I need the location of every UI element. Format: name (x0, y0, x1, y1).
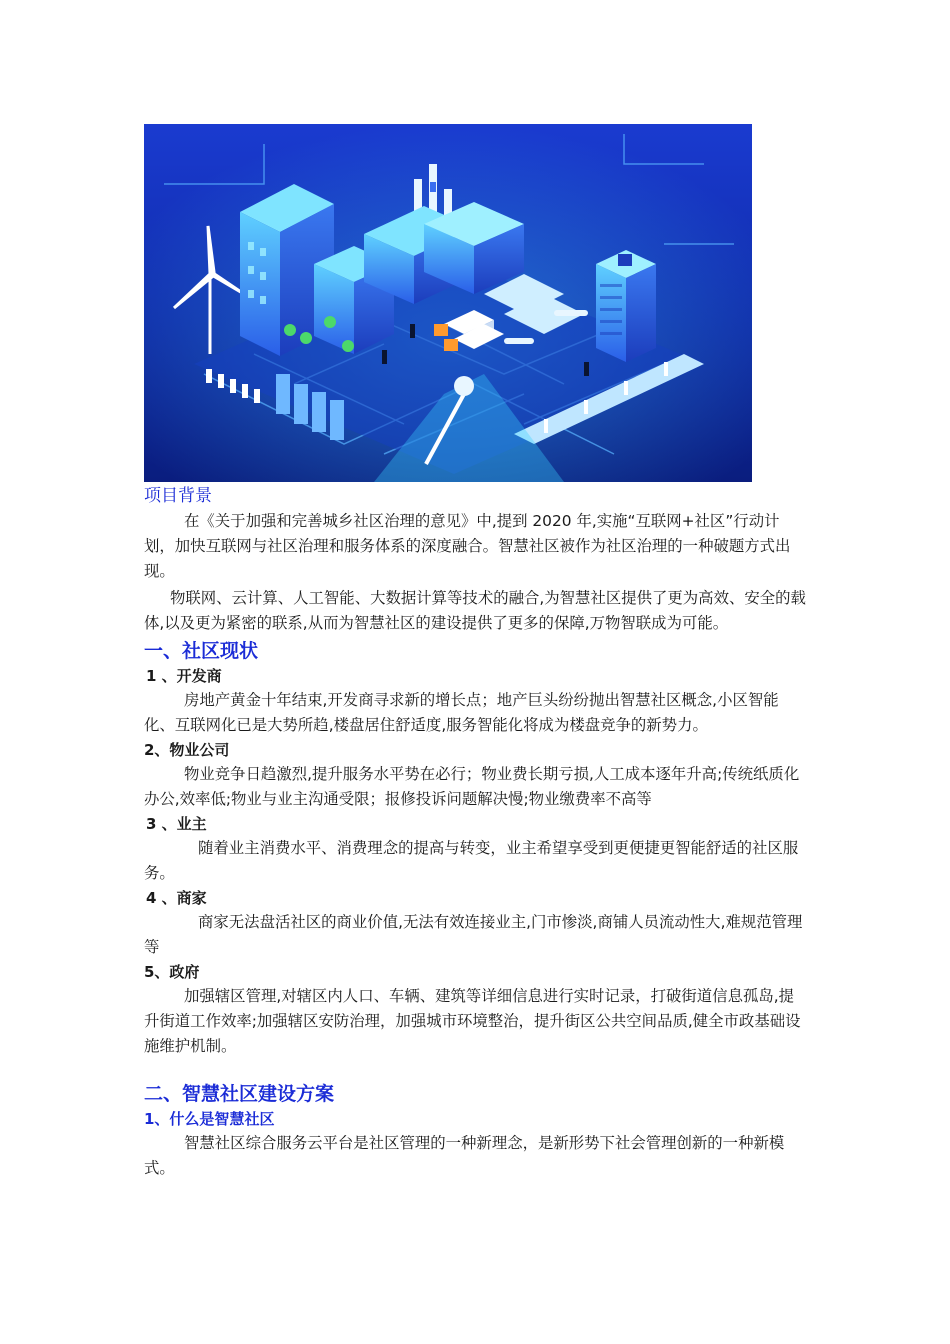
background-paragraph-2: 物联网、云计算、人工智能、大数据计算等技术的融合,为智慧社区提供了更为高效、安全的载体,以及更为紧密的联系,从而为智慧社区的建设提供了更多的保障,万物智联成为可能。 (144, 589, 806, 632)
item-heading-owner: 3 、业主 (146, 815, 207, 833)
item-text-owner: 随着业主消费水平、消费理念的提高与转变，业主希望享受到更便捷更智能舒适的社区服 务。 (144, 839, 799, 882)
section2-subtitle: 1、什么是智慧社区 (144, 1110, 275, 1128)
item-text-developer: 房地产黄金十年结束,开发商寻求新的增长点；地产巨头纷纷抛出智慧社区概念,小区智能化、互联网化已是大势所趋,楼盘居住舒适度,服务智能化将成为楼盘竞争的新势力。 (144, 691, 779, 734)
background-title: 项目背景 (144, 486, 212, 506)
item-heading-merchant: 4 、商家 (146, 889, 207, 907)
background-paragraph-1: 在《关于加强和完善城乡社区治理的意见》中,提到 2020 年,实施“互联网+社区”行动计划，加快互联网与社区治理和服务体系的深度融合。智慧社区被作为社区治理的一种破题方式出现。 (144, 512, 791, 580)
section2-paragraph-1: 智慧社区综合服务云平台是社区管理的一种新理念，是新形势下社会管理创新的一种新模式。 (144, 1134, 785, 1177)
item-heading-government: 5、政府 (144, 963, 200, 981)
item-text-property: 物业竞争日趋激烈,提升服务水平势在必行；物业费长期亏损,人工成本逐年升高;传统纸质化办公,效率低;物业与业主沟通受限；报修投诉问题解决慢;物业缴费率不高等 (144, 765, 800, 808)
item-text-merchant: 商家无法盘活社区的商业价值,无法有效连接业主,门市惨淡,商铺人员流动性大,难规范管理等 (144, 913, 803, 956)
document-page (144, 124, 806, 1181)
item-heading-developer: 1 、开发商 (146, 667, 222, 685)
smart-city-illustration (144, 124, 752, 482)
item-heading-property: 2、物业公司 (144, 741, 230, 759)
section1-title: 一、社区现状 (144, 640, 259, 662)
section2-title: 二、智慧社区建设方案 (144, 1083, 335, 1105)
item-text-government: 加强辖区管理,对辖区内人口、车辆、建筑等详细信息进行实时记录，打破街道信息孤岛,提升街道工作效率;加强辖区安防治理，加强城市环境整治，提升街区公共空间品质,健全市政基础设施维护机制。 (144, 987, 801, 1055)
hero-illustration (144, 124, 752, 482)
